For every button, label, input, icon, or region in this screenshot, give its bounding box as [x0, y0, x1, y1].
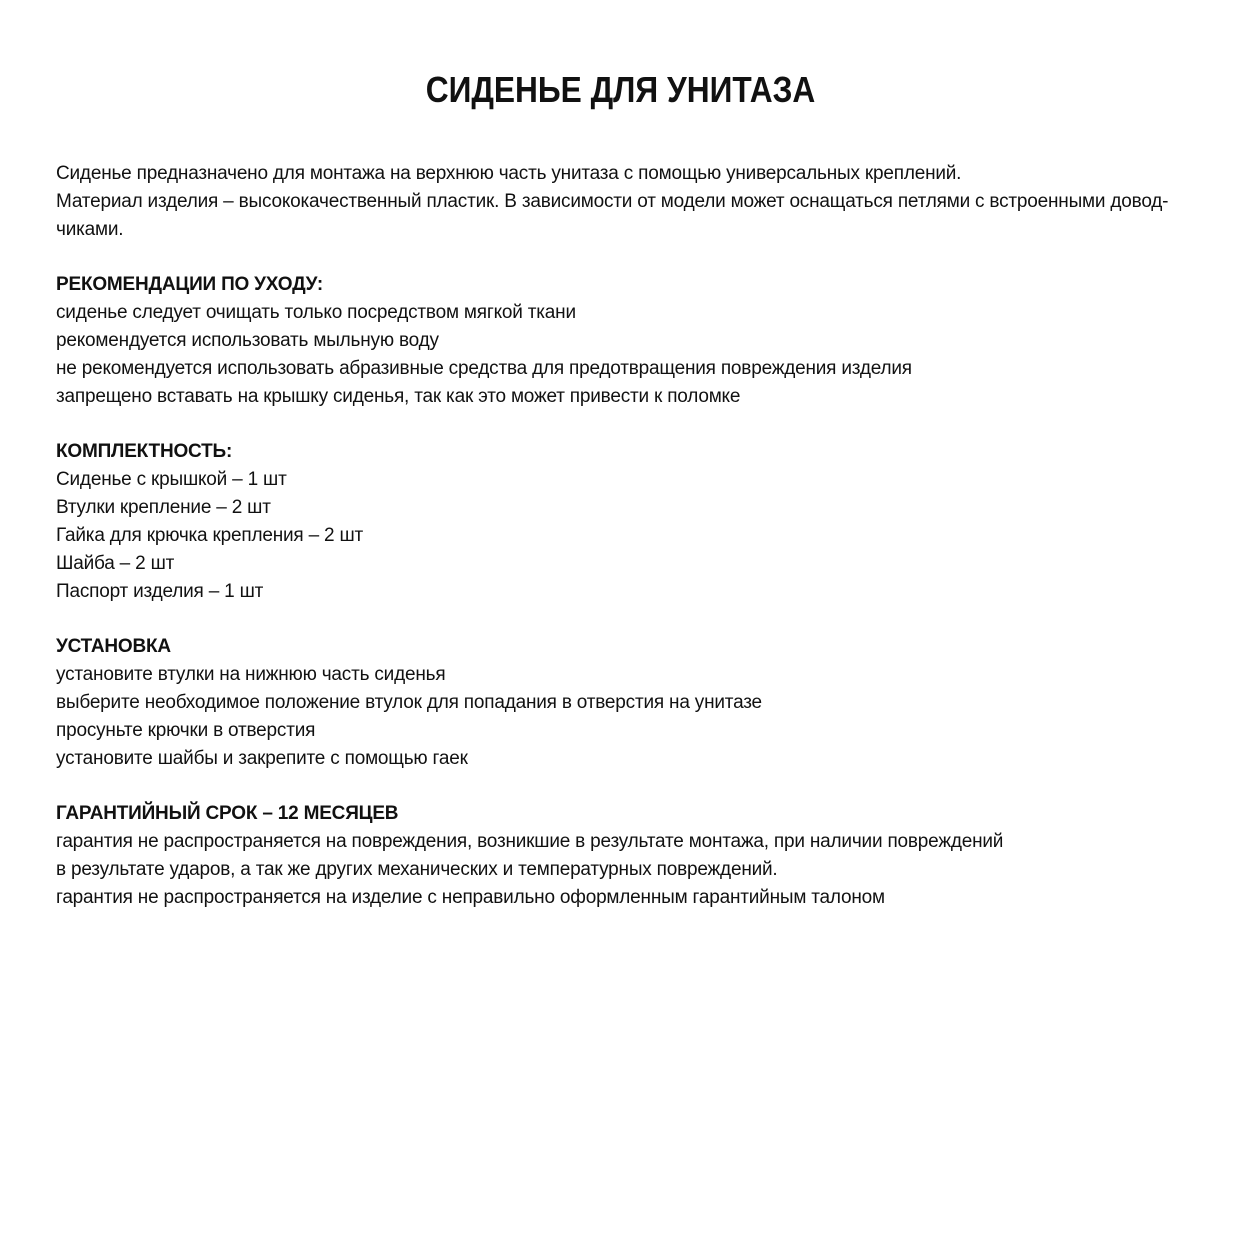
section-care-recommendations	[56, 271, 1185, 411]
section-line: сиденье следует очищать только посредством мягкой ткани	[56, 302, 576, 323]
section-heading: КОМПЛЕКТНОСТЬ:	[56, 441, 233, 462]
package-item: Паспорт изделия – 1 шт	[56, 581, 264, 602]
section-line: не рекомендуется использовать абразивные средства для предотвращения повреждения изделия	[56, 358, 912, 379]
warranty-line: гарантия не распространяется на изделие с неправильно оформленным гарантийным талоном	[56, 887, 885, 908]
section-heading: ГАРАНТИЙНЫЙ СРОК – 12 МЕСЯЦЕВ	[56, 803, 399, 824]
section-installation	[56, 633, 1185, 773]
intro-line: чиками.	[56, 219, 124, 240]
package-item: Шайба – 2 шт	[56, 553, 175, 574]
warranty-line: в результате ударов, а так же других механических и температурных повреждений.	[56, 859, 778, 880]
installation-step: просуньте крючки в отверстия	[56, 720, 316, 741]
installation-step: установите шайбы и закрепите с помощью гаек	[56, 748, 468, 769]
warranty-line: гарантия не распространяется на повреждения, возникшие в результате монтажа, при наличии повреждений	[56, 831, 1004, 852]
installation-step: выберите необходимое положение втулок для попадания в отверстия на унитазе	[56, 692, 762, 713]
section-heading: РЕКОМЕНДАЦИИ ПО УХОДУ:	[56, 274, 323, 295]
section-line: рекомендуется использовать мыльную воду	[56, 330, 439, 351]
intro-line: Материал изделия – высококачественный пластик. В зависимости от модели может оснащаться петлями с встроенными довод-	[56, 191, 1169, 212]
document-title: СИДЕНЬЕ ДЛЯ УНИТАЗА	[425, 69, 816, 110]
section-warranty	[56, 800, 1185, 912]
package-item: Сиденье с крышкой – 1 шт	[56, 469, 287, 490]
section-package-contents	[56, 438, 1185, 606]
intro-line: Сиденье предназначено для монтажа на верхнюю часть унитаза с помощью универсальных креплений.	[56, 163, 962, 184]
package-item: Гайка для крючка крепления – 2 шт	[56, 525, 364, 546]
section-heading: УСТАНОВКА	[56, 636, 171, 657]
package-item: Втулки крепление – 2 шт	[56, 497, 271, 518]
installation-step: установите втулки на нижнюю часть сиденья	[56, 664, 446, 685]
intro-paragraph	[56, 160, 1185, 244]
section-line: запрещено вставать на крышку сиденья, так как это может привести к поломке	[56, 386, 741, 407]
